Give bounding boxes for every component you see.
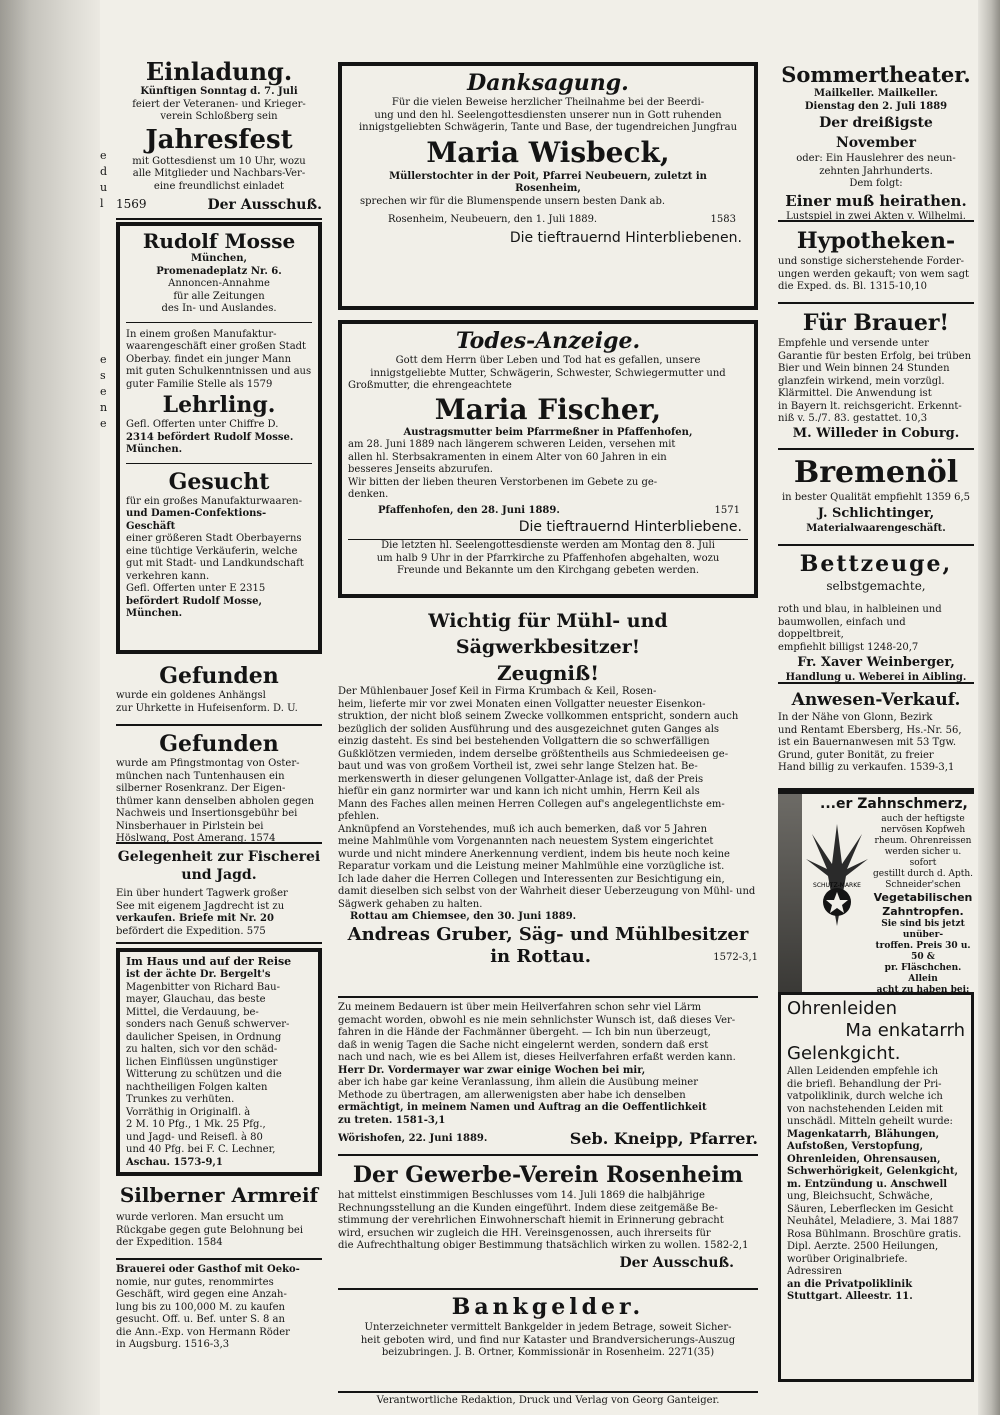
magenkatarrh-heading: Ma enkatarrh	[845, 1020, 965, 1041]
text-line: glanzfein wirkend, mein vorzügl.	[778, 375, 945, 387]
text-line: eine tüchtige Verkäuferin, welche	[126, 545, 298, 557]
text-line: befördert Rudolf Mosse, München.	[126, 595, 262, 619]
text-line: merkenswerth in dieser gelungenen Vollgatter-Anlage ist, daß der Preis	[338, 773, 704, 785]
lehrling-heading: Lehrling.	[162, 392, 276, 418]
letter: e	[100, 149, 107, 162]
gefunden-heading: Gefunden	[159, 731, 279, 757]
text-line: lichen Einflüssen ungünstiger	[126, 1056, 278, 1068]
text-line: Magenbitter von Richard Bau-	[126, 981, 280, 993]
text-line: oder: Ein Hauslehrer des neun-	[796, 153, 956, 164]
text-line: fahren in die Hände der Fachmänner übergeht. — Ich bin nun überzeugt,	[338, 1027, 711, 1038]
signature: Andreas Gruber, Säg- und Mühlbesitzer	[347, 923, 749, 945]
text-line: und sonstige sicherstehende Forder-	[778, 256, 965, 267]
text-line: 2 M. 10 Pfg., 1 Mk. 25 Pfg.,	[126, 1119, 266, 1130]
text-line: zu treten. 1581-3,1	[338, 1114, 446, 1126]
text-line: alle Mitglieder und Nachbars-Ver-	[132, 168, 306, 179]
text-line: Rosa Bühlmann. Broschüre gratis.	[787, 1228, 962, 1240]
armreif-heading: Silberner Armreif	[119, 1183, 319, 1207]
text-line: Garantie für besten Erfolg, bei trüben	[778, 350, 972, 362]
text-line: Klärmittel. Die Anwendung ist	[778, 388, 932, 399]
book-binding	[0, 0, 100, 1415]
wichtig-heading: Wichtig für Mühl- und Sägwerkbesitzer!	[428, 610, 668, 658]
zeugnis-heading: Zeugniß!	[497, 661, 599, 685]
text-line: der Expedition. 1584	[116, 1237, 223, 1248]
text-line: Bier und Wein binnen 24 Stunden	[778, 363, 950, 374]
text-line: Austragsmutter beim Pfarrmeßner in Pfaffenhofen,	[403, 426, 693, 438]
mosse-ad	[116, 222, 322, 654]
text-line: rheum. Ohrenreissen	[874, 836, 972, 846]
text-line: Dienstag den 2. Juli 1889	[804, 100, 948, 112]
einladung-title: Einladung.	[145, 58, 293, 86]
armreif-ad	[116, 1182, 322, 1260]
signature: J. Schlichtinger,	[817, 505, 935, 521]
text-line: des In- und Auslandes.	[161, 303, 277, 314]
text-line: heit geboten wird, und find nur Kataster und Brandversicherungs-Auszug	[360, 1334, 736, 1346]
text-line: in Bayern lt. reichsgericht. Erkennt-	[778, 400, 962, 412]
text-line: die Ann.-Exp. von Hermann Röder	[116, 1326, 290, 1338]
text-line: Unterzeichneter vermittelt Bankgelder in jedem Betrage, soweit Sicher-	[364, 1322, 732, 1333]
text-line: Vorräthig in Originalfl. à	[126, 1106, 251, 1118]
divider	[338, 996, 758, 998]
page-edge	[978, 0, 1000, 1415]
divider	[338, 1154, 758, 1156]
brauerei-ad	[116, 1264, 322, 1362]
letter: e	[100, 417, 107, 430]
text-line: Gott dem Herrn über Leben und Tod hat es gefallen, unsere	[395, 355, 701, 366]
text-line: niß v. 5./7. 83. gestattet. 10,3	[778, 413, 928, 424]
letter: e	[100, 353, 107, 366]
text-line: Säuren, Leberflecken im Gesicht	[787, 1203, 954, 1215]
text-line: in Augsburg. 1516-3,3	[116, 1339, 230, 1350]
text-line: münchen nach Tuntenhausen ein	[116, 770, 285, 782]
gewerbe-verein-ad	[338, 1160, 758, 1284]
todes-anzeige-ad	[338, 320, 758, 598]
hypotheken-ad	[778, 226, 974, 304]
text-line: stimmung der verehrlichen Einwohnerschaft hiemit in Erinnerung gebracht	[338, 1215, 724, 1226]
text-line: silberner Rosenkranz. Der Eigen-	[116, 783, 286, 794]
deceased-name: Maria Fischer,	[434, 392, 662, 426]
text-line: pfehlen.	[338, 811, 380, 822]
text-line: mit Gottesdienst um 10 Uhr, wozu	[132, 155, 306, 167]
text-line: Dipl. Aerzte. 2500 Heilungen,	[787, 1241, 939, 1252]
play-title: Der dreißigste November	[819, 115, 933, 151]
text-line: roth und blau, in halbleinen und	[778, 604, 942, 615]
text-line: Für die vielen Beweise herzlicher Theilnahme bei der Beerdi-	[391, 97, 705, 108]
letter: e	[100, 385, 107, 398]
text-line: gemacht worden, obwohl es nie mein sehnlichster Wunsch ist, daß dieses Ver-	[338, 1014, 736, 1026]
text-line: Der Mühlenbauer Josef Keil in Firma Krumbach & Keil, Rosen-	[338, 686, 657, 697]
divider	[338, 1288, 758, 1290]
text-line: Gefl. Offerten unter Chiffre D.	[126, 419, 279, 430]
text-line: Promenadeplatz Nr. 6.	[156, 265, 282, 277]
text-line: befördert die Expedition. 575	[116, 925, 266, 937]
text-line: Mailkeller. Mailkeller.	[814, 88, 938, 99]
gewerbe-heading: Der Gewerbe-Verein Rosenheim	[352, 1162, 744, 1188]
text-line: zehnten Jahrhunderts.	[819, 165, 933, 177]
anwesen-heading: Anwesen-Verkauf.	[791, 690, 961, 710]
text-line: verkehren kann.	[126, 570, 210, 582]
text-line: In der Nähe von Glonn, Bezirk	[778, 712, 933, 723]
text-line: nomie, nur gutes, renommirtes	[116, 1276, 274, 1288]
text-line: an die Privatpoliklinik	[787, 1278, 913, 1290]
text-line: eine freundlichst einladet	[153, 180, 285, 192]
place-date: Pfaffenhofen, den 28. Juni 1889.	[378, 504, 560, 516]
place-date: Rottau am Chiemsee, den 30. Juni 1889.	[350, 911, 577, 922]
text-line: Methode zu übertragen, am allerwenigsten aber habe ich denselben	[338, 1089, 686, 1101]
sommertheater-heading: Sommertheater.	[781, 62, 971, 87]
text-line: Lustspiel in zwei Akten v. Wilhelmi.	[786, 210, 966, 222]
mosse-title: Rudolf Mosse	[142, 229, 296, 253]
text-line: gut mit Stadt- und Landkundschaft	[126, 558, 304, 569]
text-line: verein Schloßberg sein	[160, 111, 278, 122]
text-line: Sägwerk gehaben zu halten.	[338, 898, 483, 910]
text-line: Herr Dr. Vordermayer war zwar einige Wochen bei mir,	[338, 1064, 646, 1076]
text-line: Ninsberhauer in Pirlstein bei	[116, 820, 264, 832]
text-line: einer größeren Stadt Oberbayerns	[126, 533, 302, 544]
text-line: Grund, guter Bonität, zu freier	[778, 749, 934, 761]
text-line: Ich lade daher die Herren Collegen und Interessenten zur Besichtigung ein,	[338, 873, 725, 885]
text-line: mit guten Schulkenntnissen und aus	[126, 366, 312, 377]
hypotheken-heading: Hypotheken-	[796, 228, 956, 254]
text-line: troffen. Preis 30 u. 50 &	[875, 941, 971, 962]
text-line: und Jagd- und Reisefl. à 80	[126, 1131, 263, 1143]
text-line: zur Uhrkette in Hufeisenform. D. U.	[116, 702, 298, 714]
ad-number: 1583	[710, 214, 736, 225]
text-line: München.	[126, 444, 183, 455]
text-line: Neuhâtel, Meladiere, 3. Mai 1887	[787, 1216, 959, 1227]
text-line: zu halten, sich vor den schäd-	[126, 1044, 278, 1055]
danksagung-heading: Danksagung.	[467, 70, 629, 96]
text-line: Stuttgart. Alleestr. 11.	[787, 1291, 913, 1302]
signature: Die tieftrauernd Hinterbliebenen.	[509, 229, 742, 246]
text-line: Zu meinem Bedauern ist über mein Heilverfahren schon sehr viel Lärm	[338, 1002, 702, 1013]
text-line: Aufstoßen, Verstopfung,	[787, 1141, 924, 1152]
text-line: Magenkatarrh, Blähungen,	[787, 1128, 940, 1140]
signature: Seb. Kneipp, Pfarrer.	[569, 1129, 758, 1148]
text-line: wurde ein goldenes Anhängsl	[116, 690, 266, 701]
text-line: Müllerstochter in der Poit, Pfarrei Neubeuern, zuletzt in	[389, 170, 707, 182]
text-line: München,	[190, 253, 248, 264]
zahnschmerz-ad	[778, 788, 974, 994]
letter: l	[100, 197, 104, 210]
text-line: 2314 befördert Rudolf Mosse.	[126, 431, 294, 443]
text-line: und Rentamt Ebersberg, Hs.-Nr. 56,	[778, 724, 962, 736]
text-line: damit dieselben sich selbst von der Wahrheit dieser Ueberzeugung von Mühl- und	[338, 886, 756, 897]
trademark-label: SCHUTZ-MARKE	[813, 882, 861, 889]
bergelt-heading: Im Haus und auf der Reise	[126, 955, 292, 968]
text-line: Nachweis und Insertionsgebühr bei	[116, 808, 298, 819]
text-line: die Exped. ds. Bl. 1315-10,10	[778, 281, 927, 292]
text-line: Hand billig zu verkaufen. 1539-3,1	[778, 762, 955, 773]
text-line: Dem folgt:	[849, 178, 903, 189]
text-line: und 40 Pfg. bei F. C. Lechner,	[126, 1144, 276, 1155]
text-line: feiert der Veteranen- und Krieger-	[132, 98, 306, 110]
left-column	[116, 58, 322, 1388]
text-line: gesucht. Off. u. Bef. unter S. 8 an	[116, 1314, 285, 1325]
text-line: sprechen wir für die Blumenspende unsern besten Dank ab.	[360, 195, 666, 207]
text-line: ungen werden gekauft; von wem sagt	[778, 268, 970, 280]
text-line: für ein großes Manufakturwaaren-	[126, 495, 302, 507]
brauer-heading: Für Brauer!	[802, 310, 950, 336]
ad-number: 1571	[714, 504, 740, 516]
ad-number: 1569	[116, 197, 147, 211]
text-line: Freunde und Bekannte um den Kirchgang gebeten werden.	[396, 565, 700, 576]
text-line: Anknüpfend an Vorstehendes, muß ich auch bemerken, daß vor 5 Jahren	[338, 823, 708, 835]
ohrenleiden-heading: Ohrenleiden	[787, 998, 898, 1019]
text-line: innigstgeliebte Mutter, Schwägerin, Schwester, Schwiegermutter und	[370, 367, 726, 379]
text-line: worüber Originalbriefe. Adressiren	[787, 1253, 908, 1277]
text-line: guter Familie Stelle als 1579	[126, 378, 273, 390]
bettzeuge-heading: Bettzeuge,	[799, 551, 953, 577]
text-line: Schwerhörigkeit, Gelenkgicht,	[787, 1166, 959, 1177]
bankgelder-heading: Bankgelder.	[451, 1294, 645, 1320]
letter: s	[100, 369, 106, 382]
bergelt-ad	[116, 948, 322, 1176]
text-line: Allen Leidenden empfehle ich	[787, 1066, 939, 1077]
text-line: ist ein Bauernanwesen mit 53 Tgw.	[778, 737, 957, 748]
text-line: heim, lieferte mir vor zwei Monaten einen Vollgatter neuester Eisenkon-	[338, 698, 706, 710]
text-line: Wir bitten der lieben theuren Verstorbenen im Gebete zu ge-	[348, 476, 658, 488]
text-line: Materialwaarengeschäft.	[806, 522, 946, 534]
text-line: besseres Jenseits abzurufen.	[348, 464, 493, 475]
text-line: nachtheiligen Folgen kalten	[126, 1081, 268, 1093]
text-line: Ohrenleiden, Ohrensausen,	[787, 1153, 941, 1165]
text-line: Schneider'schen	[885, 880, 961, 890]
signature: Der Ausschuß.	[619, 1254, 734, 1271]
text-line: in bester Qualität empfiehlt 1359 6,5	[781, 492, 971, 503]
text-line: Rosenheim,	[515, 183, 581, 194]
text-line: Handlung u. Weberei in Aibling.	[785, 672, 967, 683]
text-line: nervösen Kopfweh	[880, 825, 966, 835]
text-line: Rückgabe gegen gute Belohnung bei	[116, 1224, 304, 1236]
text-line: baut und was von großem Vortheil ist, zwei sehr lange Stelzen hat. Be-	[338, 761, 698, 772]
gefunden-heading: Gefunden	[159, 663, 279, 689]
text-line: acht zu haben bei:	[876, 985, 970, 994]
text-line: pr. Fläschchen. Allein	[884, 963, 962, 984]
text-line: Aschau. 1573-9,1	[126, 1156, 223, 1168]
text-line: ung und den hl. Seelengottesdiensten unserer nun in Gott ruhenden	[374, 109, 722, 121]
anwesen-ad	[778, 688, 974, 782]
text-line: von nachstehenden Leiden mit	[787, 1103, 943, 1115]
gefunden-ad-1	[116, 662, 322, 726]
text-line: wurde und nicht mindere Anerkennung verdient, indem bis heute noch keine	[338, 848, 730, 860]
text-line: vatpoliklinik, durch welche ich	[787, 1091, 943, 1102]
text-line: selbstgemachte,	[826, 579, 926, 593]
text-line: Rechnungsstellung an die Kunden eingeführt. Indem diese zeitgemäße Be-	[338, 1202, 718, 1214]
sommertheater-ad	[778, 62, 974, 222]
text-line: ist der ächte Dr. Bergelt's	[126, 969, 271, 980]
dark-border-art	[778, 794, 802, 992]
place-date: Wörishofen, 22. Juni 1889.	[338, 1133, 488, 1144]
text-line: daß in wenig Tagen die Sache nicht eingelernt werden, sondern daß erst	[338, 1039, 709, 1051]
letter: d	[100, 165, 108, 178]
todes-heading: Todes-Anzeige.	[455, 328, 641, 354]
text-line: thümer kann denselben abholen gegen	[116, 795, 314, 807]
signature: Fr. Xaver Weinberger,	[797, 655, 955, 670]
text-line: In einem großen Manufaktur-	[126, 328, 277, 340]
signature: M. Willeder in Coburg.	[792, 425, 960, 441]
text-line: daulicher Speisen, in Ordnung	[126, 1031, 282, 1043]
text-line: aber ich habe gar keine Veranlassung, ihm allein die Ausübung meiner	[338, 1077, 698, 1088]
gefunden-ad-2	[116, 730, 322, 844]
right-column	[778, 58, 974, 1398]
text-line: lung bis zu 100,000 M. zu kaufen	[116, 1301, 285, 1313]
text-line: bezüglich der soliden Ausführung und des ausgezeichnet guten Ganges als	[338, 723, 720, 735]
text-line: Annoncen-Annahme	[168, 278, 270, 289]
text-line: hat mittelst einstimmigen Beschlusses vom 14. Juli 1869 die halbjährige	[338, 1190, 705, 1201]
text-line: gestillt durch d. Apth.	[872, 869, 973, 879]
text-line: innigstgeliebten Schwägerin, Tante und Base, der tugendreichen Jungfrau	[358, 122, 738, 133]
text-line: wird, ersuchen wir zugleich die HH. Vereinsgenossen, auch ihrerseits für	[338, 1227, 711, 1239]
zahntropfen-trademark-icon	[802, 814, 872, 934]
text-line: am 28. Juni 1889 nach längerem schweren Leiden, versehen mit	[348, 439, 676, 450]
text-line: die briefl. Behandlung der Pri-	[787, 1078, 942, 1090]
text-line: Empfehle und versende unter	[778, 338, 929, 349]
text-line: einzig dasteht. Es sind bei bestehenden Vollgattern die so schwerfälligen	[338, 736, 710, 747]
text-line: wurde verloren. Man ersucht um	[116, 1212, 284, 1223]
imprint-footer: Verantwortliche Redaktion, Druck und Verlag von Georg Ganteiger.	[376, 1395, 720, 1406]
letter: u	[100, 181, 108, 194]
wichtig-ad	[338, 608, 758, 992]
text-line: allen hl. Sterbsakramenten in einem Alter von 60 Jahren in ein	[348, 451, 667, 463]
letter: n	[100, 401, 108, 414]
text-line: auch der heftigste	[881, 814, 965, 824]
deceased-name: Maria Wisbeck,	[426, 135, 670, 169]
text-line: Mittel, die Verdauung, be-	[126, 1006, 259, 1018]
text-line: mayer, Glauchau, das beste	[126, 994, 266, 1005]
ohrenleiden-ad	[778, 992, 974, 1382]
signature: Der Ausschuß.	[207, 197, 322, 213]
text-line: Gußklötzen vermieden, indem derselbe größtentheils aus Schmiedeeisen ge-	[338, 748, 729, 760]
text-line: Gefl. Offerten unter E 2315	[126, 583, 266, 594]
text-line: Ein über hundert Tagwerk großer	[116, 888, 288, 899]
binding-letters	[100, 148, 114, 432]
ad-number: 1572-3,1	[713, 951, 758, 963]
text-line: Oberbay. findet ein junger Mann	[126, 353, 292, 365]
fischerei-ad	[116, 848, 322, 944]
text-line: denken.	[348, 489, 389, 500]
text-line: ung, Bleichsucht, Schwäche,	[787, 1191, 933, 1202]
brauer-ad	[778, 308, 974, 450]
text-line: werden sicher u. sofort	[884, 847, 962, 868]
bremenoel-heading: Bremenöl	[793, 455, 959, 490]
text-line: meine Mahlmühle vom Vorgenannten nach neuestem System eingerichtet	[338, 836, 714, 847]
einladung-ad	[116, 58, 322, 218]
text-line: beizubringen. J. B. Ortner, Kommissionär in Rosenheim. 2271(35)	[381, 1347, 715, 1358]
signature: Die tieftrauernd Hinterbliebene.	[518, 519, 742, 535]
bankgelder-ad	[338, 1292, 758, 1388]
text-line: Brauerei oder Gasthof mit Oeko-	[116, 1264, 300, 1275]
text-line: struktion, der nicht bloß seinem Zwecke vollkommen entspricht, sondern auch	[338, 711, 739, 722]
text-line: ermächtigt, in meinem Namen und Auftrag an die Oeffentlichkeit	[338, 1102, 707, 1113]
signature: in Rottau.	[490, 945, 592, 967]
text-line: die Aufrechthaltung obiger Bestimmung thatsächlich wirken zu wollen. 1582-2,1	[338, 1240, 749, 1251]
text-line: nach und nach, wie es bei Allem ist, dieses Heilverfahren erfaßt werden kann.	[338, 1052, 736, 1063]
text-line: See mit eigenem Jagdrecht ist zu	[116, 900, 285, 912]
text-line: und Damen-Confektions-Geschäft	[126, 508, 267, 532]
text-line: empfiehlt billigst 1248-20,7	[778, 641, 919, 653]
text-line: waarengeschäft einer großen Stadt	[126, 341, 307, 352]
jahresfest-heading: Jahresfest	[145, 124, 293, 155]
text-line: Mann des Faches allen meinen Herren Collegen auf's angelegentlichste em-	[338, 798, 725, 810]
divider	[116, 218, 322, 220]
fischerei-heading: Gelegenheit zur Fischerei und Jagd.	[117, 849, 321, 883]
text-line: Witterung zu schützen und die	[126, 1069, 282, 1080]
product-name: Vegetabilischen Zahntropfen.	[873, 891, 973, 918]
text-line: wurde am Pfingstmontag von Oster-	[116, 758, 300, 769]
bremenoel-ad	[778, 454, 974, 546]
text-line: verkaufen. Briefe mit Nr. 20	[116, 913, 274, 924]
middle-column	[338, 58, 758, 1393]
text-line: Künftigen Sonntag d. 7. Juli	[140, 86, 298, 97]
text-line: Reparatur vorkam und die Leistung meiner Mahlmühle eine vorzügliche ist.	[338, 861, 725, 872]
text-line: m. Entzündung u. Anschwell	[787, 1178, 948, 1190]
gelenkgicht-heading: Gelenkgicht.	[787, 1043, 901, 1064]
text-line: unschädl. Mitteln geheilt wurde:	[787, 1116, 953, 1127]
text-line: hiefür ein ganz normirter war und kann ich nicht umhin, Herrn Keil als	[338, 786, 700, 797]
place-date: Rosenheim, Neubeuern, den 1. Juli 1889.	[388, 214, 598, 225]
danksagung-ad	[338, 62, 758, 310]
text-line: um halb 9 Uhr in der Pfarrkirche zu Pfaffenhofen abgehalten, wozu	[376, 552, 720, 564]
zahnschmerz-heading: ...er Zahnschmerz,	[820, 796, 968, 812]
gesucht-heading: Gesucht	[168, 468, 270, 495]
text-line: baumwollen, einfach und doppeltbreit,	[778, 616, 906, 640]
text-line: Geschäft, wird gegen eine Anzah-	[116, 1289, 287, 1300]
play-title: Einer muß heirathen.	[785, 191, 967, 210]
text-line: Die letzten hl. Seelengottesdienste werden am Montag den 8. Juli	[381, 540, 715, 551]
text-line: Höslwang, Post Amerang. 1574	[116, 833, 276, 844]
text-line: Trunkes zu verhüten.	[126, 1094, 235, 1105]
divider	[338, 1391, 758, 1393]
text-line: sonders nach Genuß schwerver-	[126, 1019, 290, 1030]
bettzeuge-ad	[778, 550, 974, 684]
text-line: Großmutter, die ehrengeachtete	[348, 380, 512, 391]
text-line: für alle Zeitungen	[173, 290, 265, 302]
text-line: Sie sind bis jetzt unüber-	[881, 919, 965, 940]
kneipp-ad	[338, 1002, 758, 1150]
